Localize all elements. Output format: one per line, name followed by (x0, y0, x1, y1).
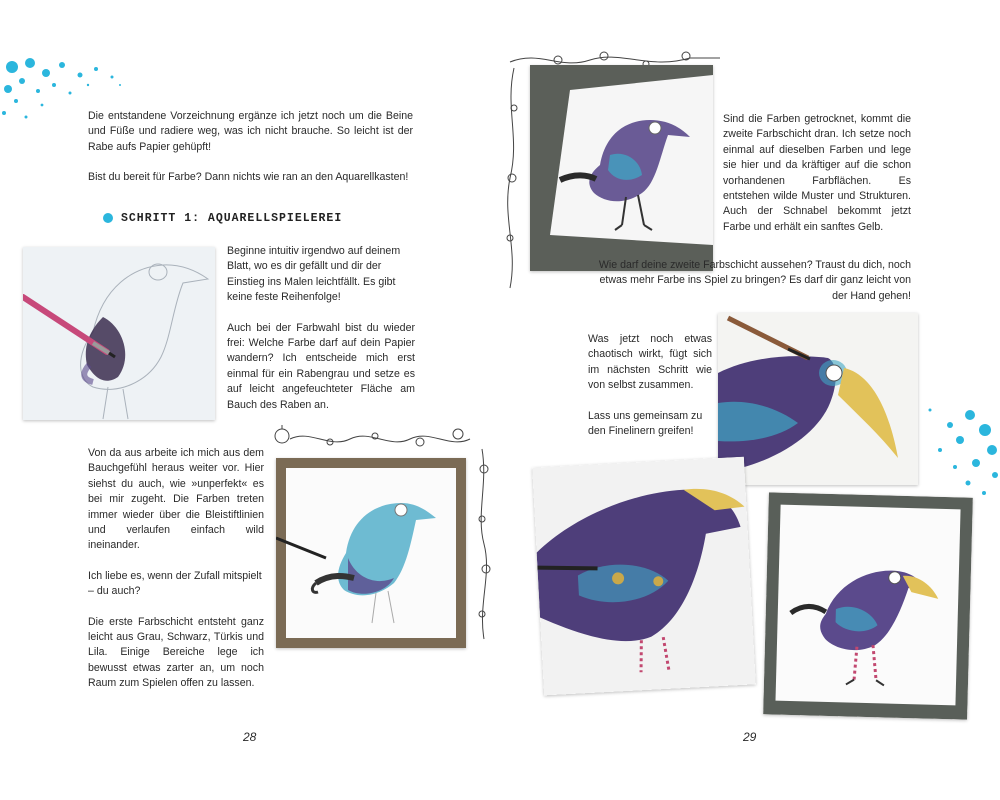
right-paragraph-3: Lass uns gemeinsam zu den Finelinern greifen! (588, 409, 703, 438)
photo-raven-head-closeup (718, 313, 918, 485)
intro-text (88, 109, 413, 201)
step-heading-label: SCHRITT 1: AQUARELLSPIELEREI (121, 212, 343, 225)
column-text-top (227, 244, 415, 428)
right-paragraph-2: Was jetzt noch etwas chaotisch wirkt, fügt sich im nächsten Schritt wie von selbst zusammen. (588, 333, 712, 392)
column-paragraph-5: Die erste Farbschicht entsteht ganz leicht aus Grau, Schwarz, Türkis und Lila. Einige Bereiche lege ich bewusst etwas zarter an, um noch Raum zum Spielen offen zu lassen. (88, 615, 264, 690)
splash-bullet-icon (103, 213, 113, 223)
question-paragraph: Wie darf deine zweite Farbschicht aussehen? Traust du dich, noch etwas mehr Farbe ins Spiel zu bringen? Es darf dir ganz leicht von der Hand gehen! (598, 259, 911, 302)
right-column-text-mid (588, 332, 712, 454)
photo-raven-wing-closeup (532, 457, 756, 696)
photo-raven-first-layer (276, 458, 466, 648)
column-paragraph-3: Von da aus arbeite ich mich aus dem Bauchgefühl heraus weiter vor. Hier siehst du auch, wie »unperfekt« es bei mir zugeht. Die Farben treten immer wieder über die Bleistiftlinien und verlaufen einfach wild ineinander. (88, 447, 264, 552)
right-column-text-top (723, 112, 911, 250)
right-paragraph-1: Sind die Farben getrocknet, kommt die zweite Farbschicht dran. Ich setze noch einmal auf dieselben Farben und lege sie hier und da kräftiger auf die schon vorhandenen Farbflächen. Es entstehen wilde Muster und Strukturen. Auch der Schnabel bekommt jetzt Farbe und erhält ein sanftes Gelb. (723, 113, 911, 233)
intro-paragraph-1: Die entstandene Vorzeichnung ergänze ich jetzt noch um die Beine und Füße und radiere weg, was ich nicht brauche. So leicht ist der Rabe aufs Papier gehüpft! (88, 110, 413, 153)
right-page (500, 0, 1000, 800)
intro-paragraph-2: Bist du bereit für Farbe? Dann nichts wie ran an den Aquarellkasten! (88, 171, 409, 184)
column-text-bottom (88, 446, 264, 707)
watercolor-splash-right (910, 395, 1000, 505)
page-number-left: 28 (243, 730, 257, 744)
column-paragraph-1: Beginne intuitiv irgendwo auf deinem Blatt, wo es dir gefällt und dir der Einstieg ins Malen leichtfällt. Es gibt keine feste Reihenfolge! (227, 245, 401, 304)
photo-raven-sketch-first-paint (23, 247, 215, 420)
page-number-right: 29 (743, 730, 757, 744)
photo-raven-finished-layer (763, 492, 973, 719)
question-text (588, 258, 911, 319)
photo-raven-second-layer (530, 65, 713, 271)
column-paragraph-2: Auch bei der Farbwahl bist du wieder frei: Welche Farbe darf auf dein Papier wandern? Ich entscheide mich erst einmal für ein Rabengrau und setze es auf leicht angefeuchteter Fläche am Bauch des Raben an. (227, 321, 415, 411)
step-heading (103, 212, 342, 225)
column-paragraph-4: Ich liebe es, wenn der Zufall mitspielt – du auch? (88, 569, 262, 598)
